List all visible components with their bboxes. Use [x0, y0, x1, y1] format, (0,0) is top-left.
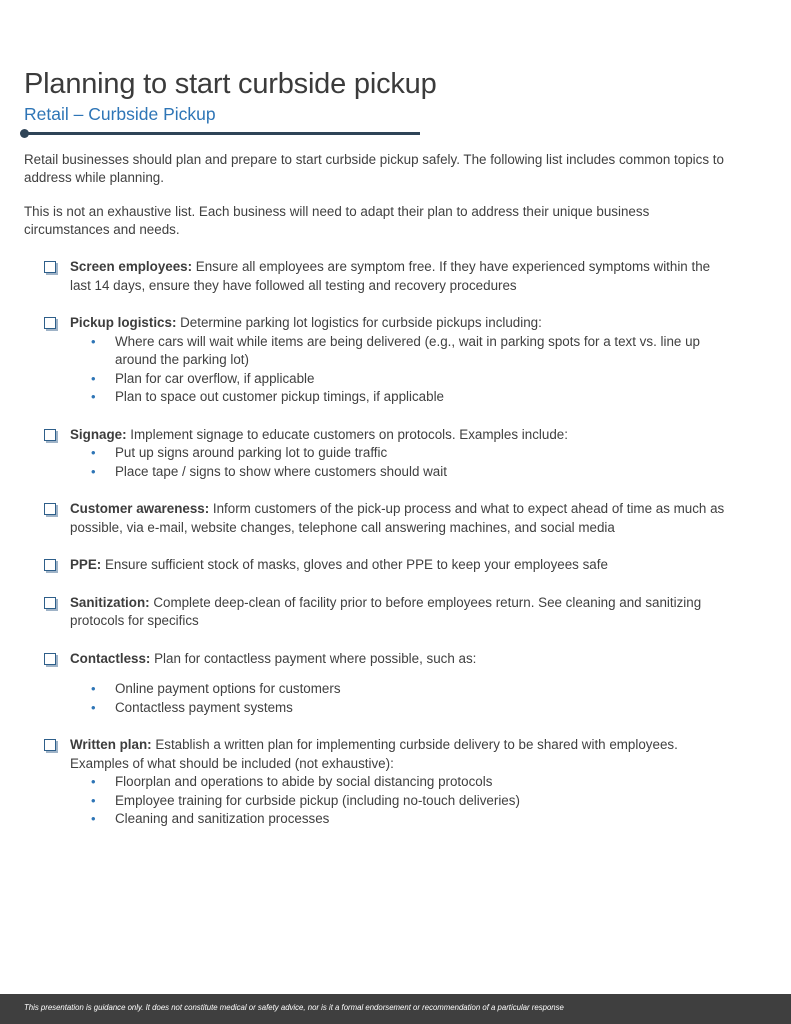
- sub-list: [0, 773, 791, 829]
- checkbox-icon: [44, 503, 56, 515]
- checkbox-icon: [44, 317, 56, 329]
- checklist: [0, 258, 791, 848]
- checklist-item-text: [70, 500, 730, 537]
- checklist-item-label: Pickup logistics:: [70, 315, 177, 330]
- list-item-text: Where cars will wait while items are being delivered (e.g., wait in parking spots for a text vs. line up around the parking lot): [115, 333, 700, 367]
- checklist-item-body: Ensure all employees are symptom free. If they have experienced symptoms within the last 14 days, ensure they have followed all testing and recovery procedures: [70, 259, 711, 293]
- sub-list: [0, 333, 791, 407]
- checklist-item-ppe: [0, 556, 791, 575]
- list-item-text: Put up signs around parking lot to guide traffic: [115, 445, 388, 460]
- checklist-item-contactless: [0, 650, 791, 718]
- footer-bar: [0, 994, 791, 1024]
- list-item: [91, 773, 725, 792]
- checklist-item-body: Determine parking lot logistics for curbside pickups including:: [176, 315, 542, 330]
- list-item-text: Cleaning and sanitization processes: [115, 811, 330, 826]
- checklist-item-pickup-logistics: [0, 314, 791, 407]
- checklist-item-label: Customer awareness:: [70, 501, 210, 516]
- bullet-icon: •: [91, 774, 96, 789]
- bullet-icon: •: [91, 699, 96, 715]
- checklist-item-text: [70, 426, 730, 445]
- bullet-icon: •: [91, 445, 96, 460]
- footer-disclaimer: This presentation is guidance only. It does not constitute medical or safety advice, nor is it a formal endorsement or recommendation of a particular response: [24, 1003, 564, 1012]
- list-item-text: Contactless payment systems: [115, 699, 293, 715]
- checklist-item-text: [70, 314, 730, 333]
- checklist-item-text: [70, 556, 730, 575]
- bullet-icon: •: [91, 370, 96, 386]
- checklist-item-text: [70, 594, 730, 631]
- checklist-item-written-plan: [0, 736, 791, 829]
- list-item: [91, 463, 725, 482]
- checkbox-icon: [44, 559, 56, 571]
- list-item: [91, 810, 725, 829]
- checklist-item-body: Complete deep-clean of facility prior to before employees return. See cleaning and sanitizing protocols for specifics: [70, 594, 702, 628]
- bullet-icon: •: [91, 333, 96, 349]
- checkbox-icon: [44, 653, 56, 665]
- checklist-item-body: Implement signage to educate customers on protocols. Examples include:: [126, 426, 568, 442]
- checklist-item-customer-awareness: [0, 500, 791, 537]
- intro-note: This is not an exhaustive list. Each business will need to adapt their plan to address their unique business circumstances and needs.: [24, 204, 650, 237]
- list-item-text: Floorplan and operations to abide by social distancing protocols: [115, 774, 493, 789]
- checklist-item-screen-employees: [0, 258, 791, 295]
- checkbox-icon: [44, 597, 56, 609]
- checklist-item-label: Contactless:: [70, 650, 151, 666]
- checklist-item-body: Establish a written plan for implementing curbside delivery to be shared with employees. Examples of what should be included (not exhaustive):: [70, 737, 678, 771]
- list-item: [91, 792, 725, 811]
- list-item-text: Plan for car overflow, if applicable: [115, 370, 315, 386]
- checklist-item-label: Signage:: [70, 426, 127, 442]
- list-item-text: Employee training for curbside pickup (including no-touch deliveries): [115, 792, 520, 808]
- checkbox-icon: [44, 429, 56, 441]
- list-item-text: Plan to space out customer pickup timings, if applicable: [115, 389, 444, 404]
- checklist-item-label: Written plan:: [70, 737, 152, 752]
- checklist-item-body: Ensure sufficient stock of masks, gloves and other PPE to keep your employees safe: [101, 557, 608, 572]
- checkbox-icon: [44, 739, 56, 751]
- list-item-text: Place tape / signs to show where customers should wait: [115, 463, 447, 479]
- checklist-item-sanitization: [0, 594, 791, 631]
- bullet-icon: •: [91, 389, 96, 404]
- checklist-item-label: Screen employees:: [70, 259, 193, 274]
- list-item: [91, 699, 725, 718]
- title-rule: [24, 132, 420, 135]
- checklist-item-text: [70, 650, 730, 669]
- sub-list: [0, 444, 791, 481]
- checklist-item-body: Inform customers of the pick-up process and what to expect ahead of time as much as possible, via e-mail, website changes, telephone call answering machines, and social media: [70, 501, 725, 535]
- list-item: [91, 388, 725, 407]
- list-item-text: Online payment options for customers: [115, 681, 341, 696]
- intro-paragraph: Retail businesses should plan and prepare to start curbside pickup safely. The following list includes common topics to address while planning.: [24, 152, 724, 185]
- list-item: [91, 370, 725, 389]
- checkbox-icon: [44, 261, 56, 273]
- bullet-icon: •: [91, 681, 96, 696]
- bullet-icon: •: [91, 463, 96, 479]
- checklist-item-label: Sanitization:: [70, 594, 150, 610]
- checklist-item-body: Plan for contactless payment where possible, such as:: [150, 650, 477, 666]
- list-item: [91, 333, 725, 370]
- sub-list: [0, 680, 791, 717]
- list-item: [91, 444, 725, 463]
- list-item: [91, 680, 725, 699]
- checklist-item-text: [70, 258, 730, 295]
- bullet-icon: •: [91, 811, 96, 826]
- checklist-item-label: PPE:: [70, 557, 102, 572]
- checklist-item-signage: [0, 426, 791, 482]
- checklist-item-text: [70, 736, 730, 773]
- page-subtitle: Retail – Curbside Pickup: [24, 104, 216, 124]
- page-title: Planning to start curbside pickup: [24, 68, 437, 100]
- bullet-icon: •: [91, 792, 96, 808]
